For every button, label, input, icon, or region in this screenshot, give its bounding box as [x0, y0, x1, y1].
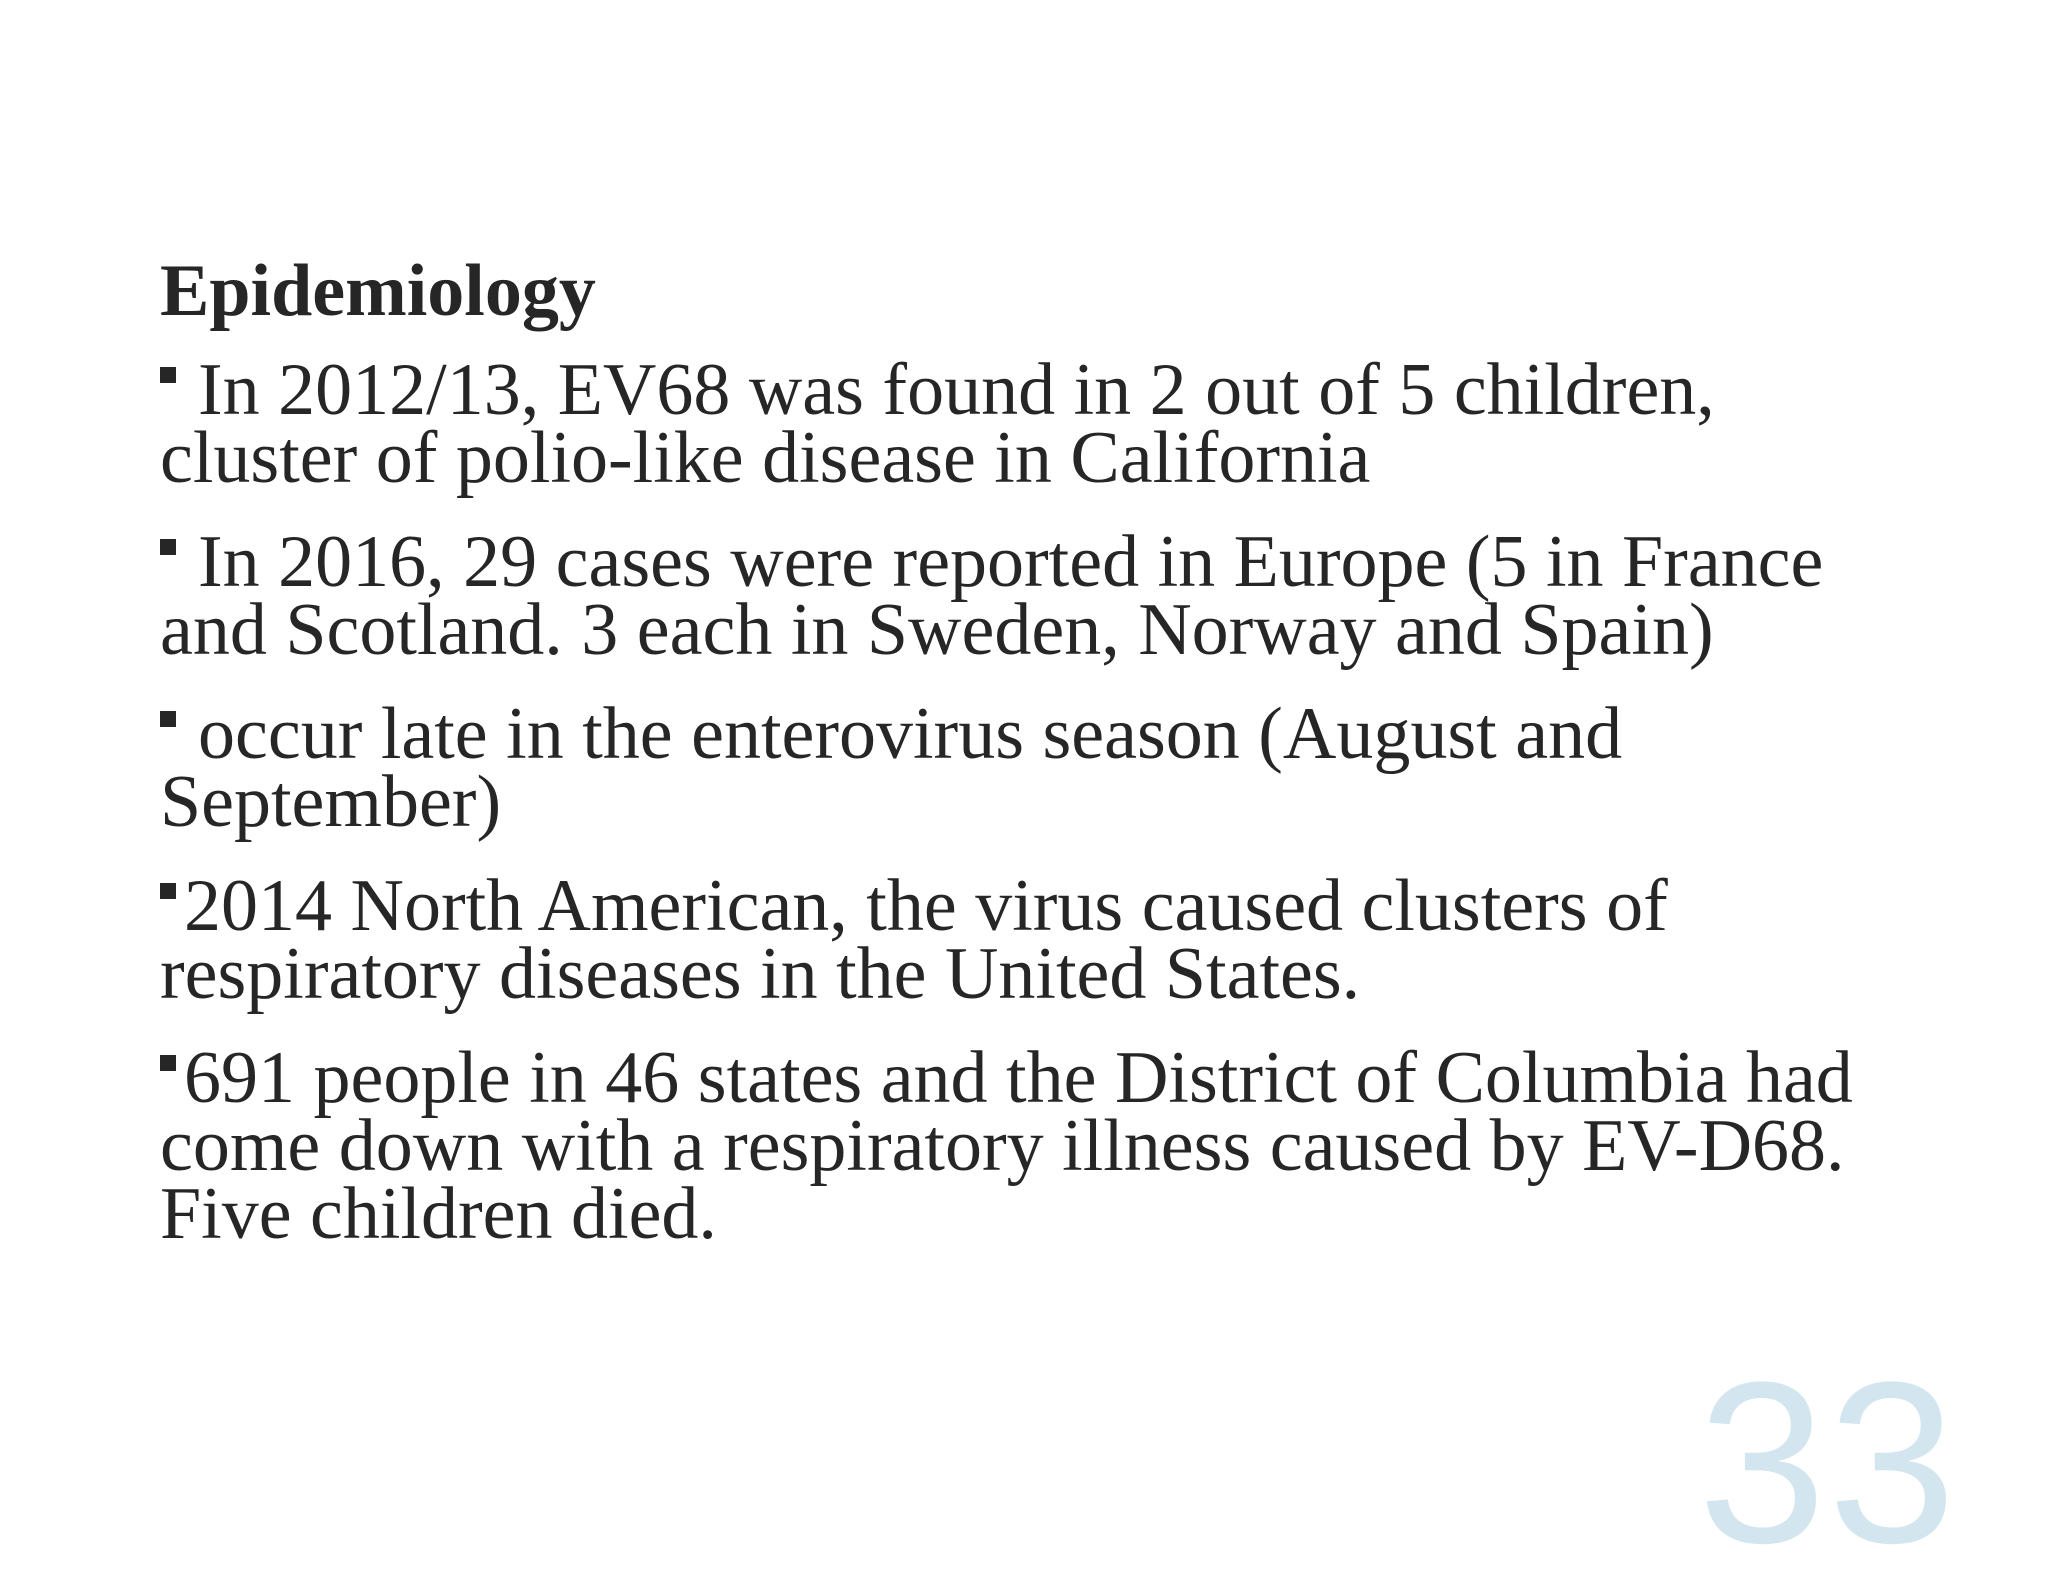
square-bullet-icon [160, 539, 176, 555]
square-bullet-icon [160, 883, 176, 899]
bullet-text: 691 people in 46 states and the District of Columbia had come down with a respiratory illness caused by EV-D68. Five children died. [160, 1037, 1853, 1255]
slide-page-number: 33 [1698, 1334, 1958, 1591]
bullet-item [160, 865, 1860, 1015]
slide-heading: Epidemiology [160, 250, 596, 332]
bullet-item [160, 349, 1860, 499]
bullet-text: 2014 North American, the virus caused clusters of respiratory diseases in the United States. [160, 865, 1668, 1015]
bullet-list [160, 349, 1860, 1255]
bullet-item [160, 521, 1860, 671]
square-bullet-icon [160, 711, 176, 727]
bullet-text: In 2012/13, EV68 was found in 2 out of 5 children, cluster of polio-like disease in California [160, 349, 1715, 499]
bullet-item [160, 1037, 1860, 1255]
square-bullet-icon [160, 1055, 176, 1071]
square-bullet-icon [160, 367, 176, 383]
bullet-text: In 2016, 29 cases were reported in Europe (5 in France and Scotland. 3 each in Sweden, Norway and Spain) [160, 521, 1824, 671]
bullet-text: occur late in the enterovirus season (August and September) [160, 693, 1623, 843]
slide-content [160, 252, 1860, 1284]
bullet-item [160, 693, 1860, 843]
